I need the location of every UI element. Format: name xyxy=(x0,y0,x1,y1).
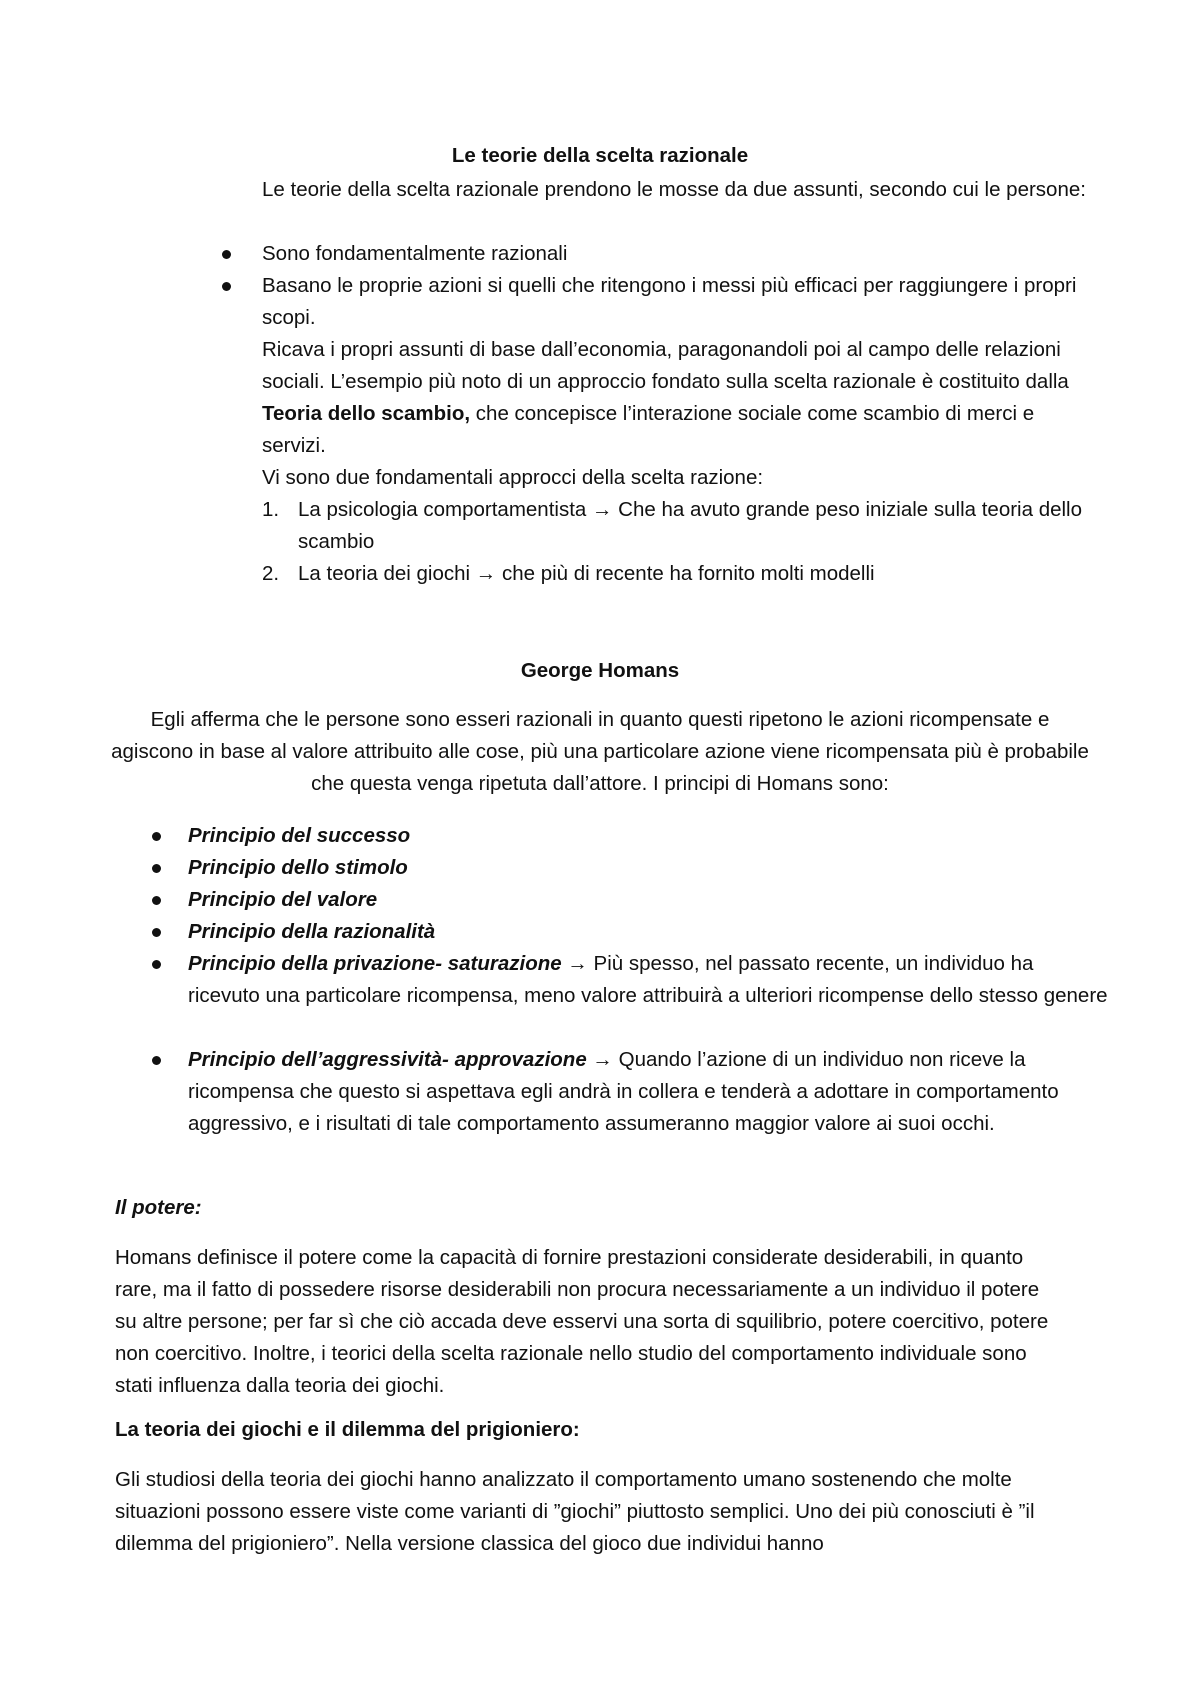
bullet-icon xyxy=(222,282,231,291)
bullet-icon xyxy=(152,928,161,937)
section-title-homans: George Homans xyxy=(520,659,680,682)
theory-of-exchange-label: Teoria dello scambio, xyxy=(262,402,471,425)
principle-item: Principio dell’aggressività- approvazione → Quando l’azione di un individuo non riceve la ricompensa che questo si aspettava egli andrà in collera e tenderà a adottare in comportamento aggressivo, e i risultati di tale comportamento assumeranno maggior valore ai suoi occhi. xyxy=(188,1048,1059,1135)
list-item: La psicologia comportamentista → Che ha avuto grande peso iniziale sulla teoria dello scambio xyxy=(298,498,1083,553)
potere-paragraph: Homans definisce il potere come la capacità di fornire prestazioni considerate desiderabili, in quanto rare, ma il fatto di possedere risorse desiderabili non procura necessariamente a un individuo il potere su altre persone; per far sì che ciò accada deve esservi una sorta di squilibrio, potere coercitivo, potere non coercitivo. Inoltre, i teorici della scelta razionale nello studio del comportamento individuale sono stati influenza dalla teoria dei giochi. xyxy=(115,1246,1049,1397)
section-heading-teoria-giochi: La teoria dei giochi e il dilemma del prigioniero: xyxy=(115,1418,580,1441)
approaches-intro: Vi sono due fondamentali approcci della scelta razione: xyxy=(262,466,764,489)
principle-item: Principio della privazione- saturazione → Più spesso, nel passato recente, un individuo ha ricevuto una particolare ricompensa, meno valore attribuirà a ulteriori ricompense dello stesso genere xyxy=(188,952,1108,1007)
list-number: 2. xyxy=(262,562,280,585)
section-heading-potere: Il potere: xyxy=(115,1196,202,1219)
bullet-icon xyxy=(222,250,231,259)
principle-item: Principio del valore xyxy=(188,888,378,911)
giochi-paragraph: Gli studiosi della teoria dei giochi hanno analizzato il comportamento umano sostenendo che molte situazioni possono essere viste come varianti di ”giochi” piuttosto semplici. Uno dei più conosciuti è ”il dilemma del prigioniero”. Nella versione classica del gioco due individui hanno xyxy=(115,1468,1035,1555)
list-item: La teoria dei giochi → che più di recente ha fornito molti modelli xyxy=(298,562,875,585)
list-number: 1. xyxy=(262,498,280,521)
principle-item: Principio della razionalità xyxy=(188,920,436,943)
bullet-icon xyxy=(152,832,161,841)
section-title-scelta-razionale: Le teorie della scelta razionale xyxy=(451,144,749,167)
list-item: Sono fondamentalmente razionali xyxy=(262,242,568,265)
principle-item: Principio del successo xyxy=(188,824,411,847)
bullet-icon xyxy=(152,896,161,905)
bullet-icon xyxy=(152,1056,161,1065)
intro-paragraph: Le teorie della scelta razionale prendono le mosse da due assunti, secondo cui le persone: xyxy=(262,178,1086,201)
homans-intro: Egli afferma che le persone sono esseri razionali in quanto questi ripetono le azioni ricompensate e agiscono in base al valore attribuito alle cose, più una particolare azione viene ricompensata più è probabile che questa venga ripetuta dall’attore. I principi di Homans sono: xyxy=(111,708,1089,795)
bullet-icon xyxy=(152,864,161,873)
economy-paragraph: Ricava i propri assunti di base dall’economia, paragonandoli poi al campo delle relazioni sociali. L’esempio più noto di un approccio fondato sulla scelta razionale è costituito dalla Teoria dello scambio, che concepisce l’interazione sociale come scambio di merci e servizi. xyxy=(262,338,1069,457)
list-item: Basano le proprie azioni si quelli che ritengono i messi più efficaci per raggiungere i propri scopi. xyxy=(262,274,1077,329)
principle-item: Principio dello stimolo xyxy=(188,856,408,879)
bullet-icon xyxy=(152,960,161,969)
